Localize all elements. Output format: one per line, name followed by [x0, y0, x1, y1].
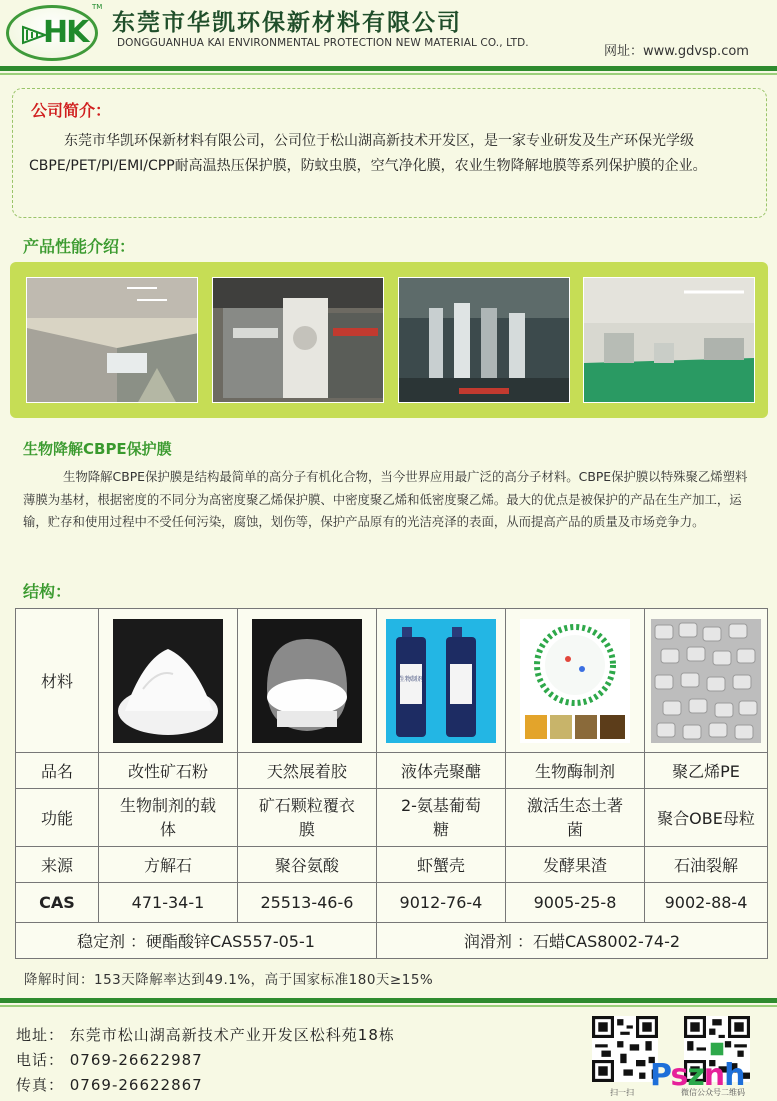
material-cas: 9002-88-4: [644, 883, 767, 923]
material-function: 矿石颗粒覆衣膜: [237, 789, 376, 847]
pe-pellets-image: [651, 619, 761, 743]
watermark-letter: h: [724, 1058, 745, 1093]
company-logo: [6, 5, 98, 61]
material-function: 生物制剂的载体: [99, 789, 238, 847]
material-source: 聚谷氨酸: [237, 847, 376, 883]
material-cas: 9012-76-4: [376, 883, 505, 923]
material-name: 生物酶制剂: [506, 753, 645, 789]
material-name: 聚乙烯PE: [644, 753, 767, 789]
row-label-material: 材料: [16, 609, 99, 753]
wechat-qr-caption: 微信公众号二维码: [681, 1088, 745, 1097]
trademark-mark: TM: [92, 3, 103, 11]
address: 地址： 东莞市松山湖高新技术产业开发区松科苑18栋: [16, 1026, 395, 1044]
material-image-cell: [237, 609, 376, 753]
material-name: 液体壳聚醣: [376, 753, 505, 789]
qr-code: [592, 1016, 658, 1082]
material-row: [16, 609, 768, 753]
mineral-powder-image: [113, 619, 223, 743]
company-intro-box: [12, 88, 767, 218]
bottle-label: 生物制剂: [398, 675, 423, 683]
watermark-letter: z: [687, 1058, 704, 1093]
stabilizer: 稳定剂 ：硬酯酸锌CAS557-05-1: [16, 923, 377, 959]
factory-photo-2: [212, 277, 384, 403]
watermark-letter: s: [670, 1058, 688, 1093]
phone: 电话： 0769-26622987: [16, 1051, 203, 1069]
function-row: [16, 789, 768, 847]
material-image-cell: [376, 609, 505, 753]
structure-title: 结构：: [23, 582, 72, 601]
material-source: 石油裂解: [644, 847, 767, 883]
qr-scan-caption: 扫一扫: [610, 1088, 634, 1097]
factory-photo-band: [10, 262, 768, 418]
row-label-name: 品名: [16, 753, 99, 789]
company-name-cn: 东莞市华凯环保新材料有限公司: [112, 10, 462, 36]
source-row: [16, 847, 768, 883]
watermark-letter: P: [650, 1058, 671, 1093]
material-function: 聚合OBE母粒: [644, 789, 767, 847]
material-image-cell: [99, 609, 238, 753]
chitosan-bottles-image: [386, 619, 496, 743]
additives-row: [16, 923, 768, 959]
header-divider: [0, 66, 777, 75]
material-cas: 25513-46-6: [237, 883, 376, 923]
logo-text: HK: [43, 15, 88, 50]
material-function: 激活生态土著菌: [506, 789, 645, 847]
structure-table: [15, 608, 768, 959]
material-name: 天然展着胶: [237, 753, 376, 789]
material-function: 2-氨基葡萄糖: [376, 789, 505, 847]
row-label-cas: CAS: [16, 883, 99, 923]
footer-divider: [0, 998, 777, 1008]
row-label-function: 功能: [16, 789, 99, 847]
performance-title: 产品性能介绍：: [23, 237, 136, 256]
product-description: 生物降解CBPE保护膜是结构最简单的高分子有机化合物，当今世界应用最广泛的高分子材料。CBPE保护膜以特殊聚乙烯塑料薄膜为基材，根据密度的不同分为高密度聚乙烯保护膜、中密度聚乙烯和低密度聚乙烯。最大的优点是被保护的产品在生产加工，运输，贮存和使用过程中不受任何污染，腐蚀，划伤等，保护产品原有的光洁亮泽的表面，从而提高产品的质量及市场竞争力。: [23, 469, 748, 529]
cas-row: [16, 883, 768, 923]
header: [0, 0, 777, 72]
factory-photo-3: [398, 277, 570, 403]
intro-text: 东莞市华凯环保新材料有限公司，公司位于松山湖高新技术开发区，是一家专业研发及生产环保光学级CBPE/PET/PI/EMI/CPP耐高温热压保护膜，防蚊虫膜，空气净化膜，农业生物降解地膜等系列保护膜的企业。: [29, 133, 707, 174]
material-name: 改性矿石粉: [99, 753, 238, 789]
material-cas: 9005-25-8: [506, 883, 645, 923]
material-source: 发酵果渣: [506, 847, 645, 883]
row-label-source: 来源: [16, 847, 99, 883]
material-cas: 471-34-1: [99, 883, 238, 923]
website[interactable]: 网址：www.gdvsp.com: [604, 44, 749, 59]
fax: 传真： 0769-26622867: [16, 1076, 203, 1094]
intro-title: 公司简介：: [31, 101, 112, 120]
spreader-gum-image: [252, 619, 362, 743]
degradation-time: 降解时间：153天降解率达到49.1%，高于国家标准180天≥15%: [24, 972, 434, 988]
product-title: 生物降解CBPE保护膜: [23, 440, 172, 458]
watermark-logo: [650, 1058, 745, 1093]
factory-photo-1: [26, 277, 198, 403]
enzyme-image: [520, 619, 630, 743]
watermark-letter: n: [703, 1058, 725, 1093]
company-name-en: DONGGUANHUA KAI ENVIRONMENTAL PROTECTION NEW MATERIAL CO., LTD.: [117, 37, 529, 49]
name-row: [16, 753, 768, 789]
lubricant: 润滑剂 ：石蜡CAS8002-74-2: [376, 923, 767, 959]
material-image-cell: [644, 609, 767, 753]
factory-photo-4: [583, 277, 755, 403]
material-source: 方解石: [99, 847, 238, 883]
material-source: 虾蟹壳: [376, 847, 505, 883]
material-image-cell: [506, 609, 645, 753]
